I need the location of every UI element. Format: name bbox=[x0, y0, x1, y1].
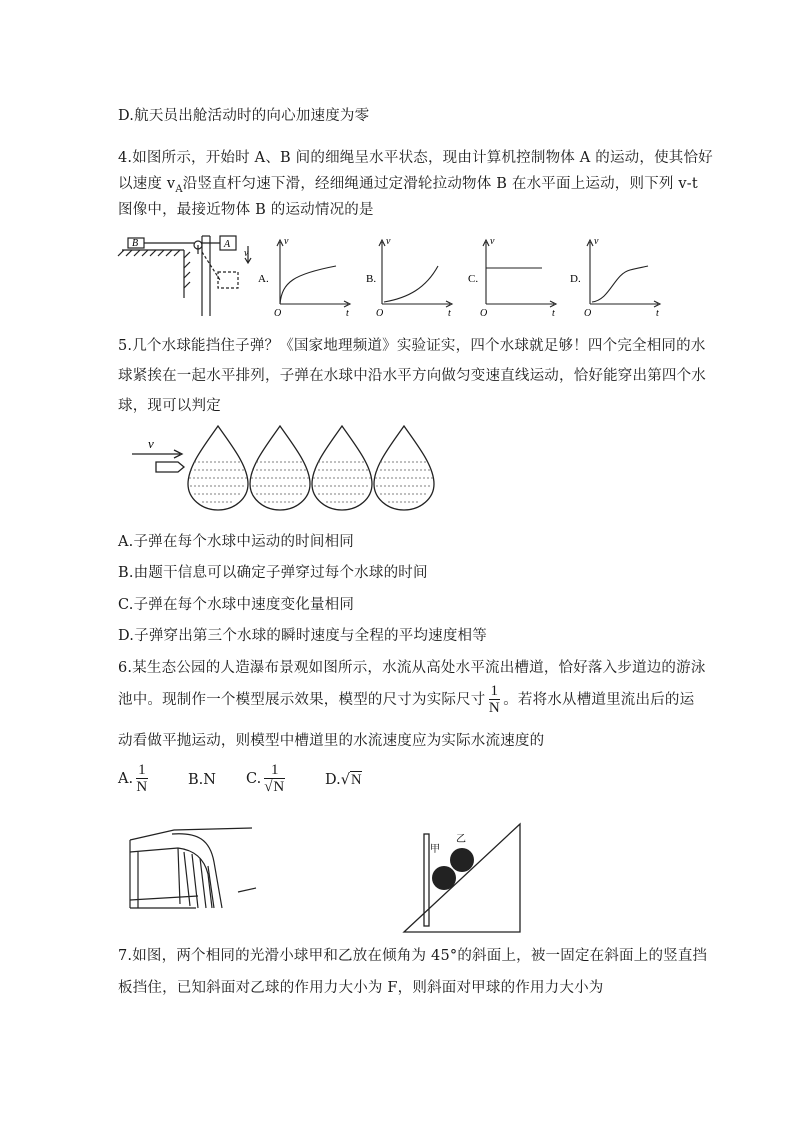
label-yi: 乙 bbox=[456, 834, 466, 845]
q4-line2-pre: 以速度 v bbox=[118, 176, 176, 192]
q6-c-num: 1 bbox=[264, 762, 285, 779]
q6-a-fraction bbox=[136, 762, 148, 796]
label-v: v bbox=[244, 248, 249, 259]
graph-a-t: t bbox=[346, 308, 349, 319]
q6-d-rad: N bbox=[350, 772, 362, 788]
label-jia: 甲 bbox=[430, 844, 440, 855]
graph-a-label: A. bbox=[258, 273, 269, 285]
q5-text-line3: 球，现可以判定 bbox=[118, 398, 221, 414]
q6-text-line3: 动看做平抛运动，则模型中槽道里的水流速度应为实际水流速度的 bbox=[118, 733, 545, 749]
q5-option-b: B.由题干信息可以确定子弹穿过每个水球的时间 bbox=[118, 565, 428, 581]
graph-d-o: O bbox=[584, 308, 592, 319]
q6-d-label: D. bbox=[325, 772, 341, 788]
q6-option-a bbox=[118, 762, 151, 796]
graph-d-v: v bbox=[594, 236, 599, 247]
q5-text-line1: 5.几个水球能挡住子弹？《国家地理频道》实验证实，四个水球就足够！四个完全相同的水 bbox=[118, 338, 706, 354]
q4-text-line3: 图像中，最接近物体 B 的运动情况的是 bbox=[118, 202, 374, 218]
q7-text-line1: 7.如图，两个相同的光滑小球甲和乙放在倾角为 45°的斜面上，被一固定在斜面上的竖直挡 bbox=[118, 948, 708, 964]
graph-b-label: B. bbox=[366, 273, 377, 285]
graph-c-label: C. bbox=[468, 273, 479, 285]
q7-text-line2: 板挡住，已知斜面对乙球的作用力大小为 F，则斜面对甲球的作用力大小为 bbox=[118, 980, 604, 996]
vt-graphs bbox=[258, 232, 659, 319]
q5-option-c: C.子弹在每个水球中速度变化量相同 bbox=[118, 597, 355, 613]
graph-a-v: v bbox=[284, 236, 289, 247]
graph-b-t: t bbox=[448, 308, 451, 319]
q6-frac-den: N bbox=[488, 700, 500, 716]
q6-line2-post: 。若将水从槽道里流出后的运 bbox=[503, 692, 695, 708]
graph-a-o: O bbox=[274, 308, 282, 319]
label-a: A bbox=[224, 239, 231, 250]
q6-c-den-sqrt: √N bbox=[264, 779, 285, 795]
q6-fraction bbox=[489, 683, 501, 717]
q4-text-line2 bbox=[118, 172, 698, 195]
q6-c-den: N bbox=[273, 779, 285, 795]
graph-c-t: t bbox=[552, 308, 555, 319]
q6-line2-pre: 池中。现制作一个模型展示效果，模型的尺寸为实际尺寸 bbox=[118, 692, 486, 708]
q6-a-num: 1 bbox=[138, 762, 146, 778]
water-ball-1 bbox=[188, 426, 248, 510]
ball-jia bbox=[432, 866, 456, 890]
water-ball-2 bbox=[250, 426, 310, 510]
pulley-diagram bbox=[122, 232, 252, 316]
water-ball-3 bbox=[312, 426, 372, 510]
q5-text-line2: 球紧挨在一起水平排列，子弹在水球中沿水平方向做匀变速直线运动，恰好能穿出第四个水 bbox=[118, 368, 706, 384]
incline-diagram bbox=[400, 820, 524, 934]
velocity-label: v bbox=[148, 436, 154, 451]
ball-yi bbox=[450, 848, 474, 872]
label-b: B bbox=[132, 238, 139, 249]
q6-option-b: B.N bbox=[188, 772, 216, 788]
graph-d-t: t bbox=[656, 308, 659, 319]
q6-frac-num: 1 bbox=[490, 683, 499, 699]
graph-b-v: v bbox=[386, 236, 391, 247]
waterfall-diagram bbox=[128, 822, 258, 922]
q4-subscript: A bbox=[175, 183, 183, 195]
q6-text-line2 bbox=[118, 683, 694, 717]
q4-text-line1: 4.如图所示，开始时 A、B 间的细绳呈水平状态，现由计算机控制物体 A 的运动，使其恰好 bbox=[118, 150, 713, 166]
graph-d-label: D. bbox=[570, 273, 581, 285]
water-balls-diagram bbox=[128, 422, 448, 514]
q6-a-den: N bbox=[136, 779, 148, 795]
q6-a-label: A. bbox=[118, 771, 134, 787]
q4-line2-post: 沿竖直杆匀速下滑，经细绳通过定滑轮拉动物体 B 在水平面上运动，则下列 v-t bbox=[182, 176, 698, 192]
graph-b-o: O bbox=[376, 308, 384, 319]
q5-option-a: A.子弹在每个水球中运动的时间相同 bbox=[118, 534, 354, 550]
q6-c-fraction bbox=[264, 762, 285, 796]
q5-option-d: D.子弹穿出第三个水球的瞬时速度与全程的平均速度相等 bbox=[118, 628, 487, 644]
q6-c-label: C. bbox=[246, 771, 262, 787]
q6-option-d: D.√N bbox=[325, 772, 362, 788]
q6-option-c bbox=[246, 762, 288, 796]
q3-option-d: D.航天员出舱活动时的向心加速度为零 bbox=[118, 108, 370, 124]
q6-text-line1: 6.某生态公园的人造瀑布景观如图所示，水流从高处水平流出槽道，恰好落入步道边的游泳 bbox=[118, 660, 706, 676]
graph-c-o: O bbox=[480, 308, 488, 319]
water-ball-4 bbox=[374, 426, 434, 510]
graph-c-v: v bbox=[490, 236, 495, 247]
